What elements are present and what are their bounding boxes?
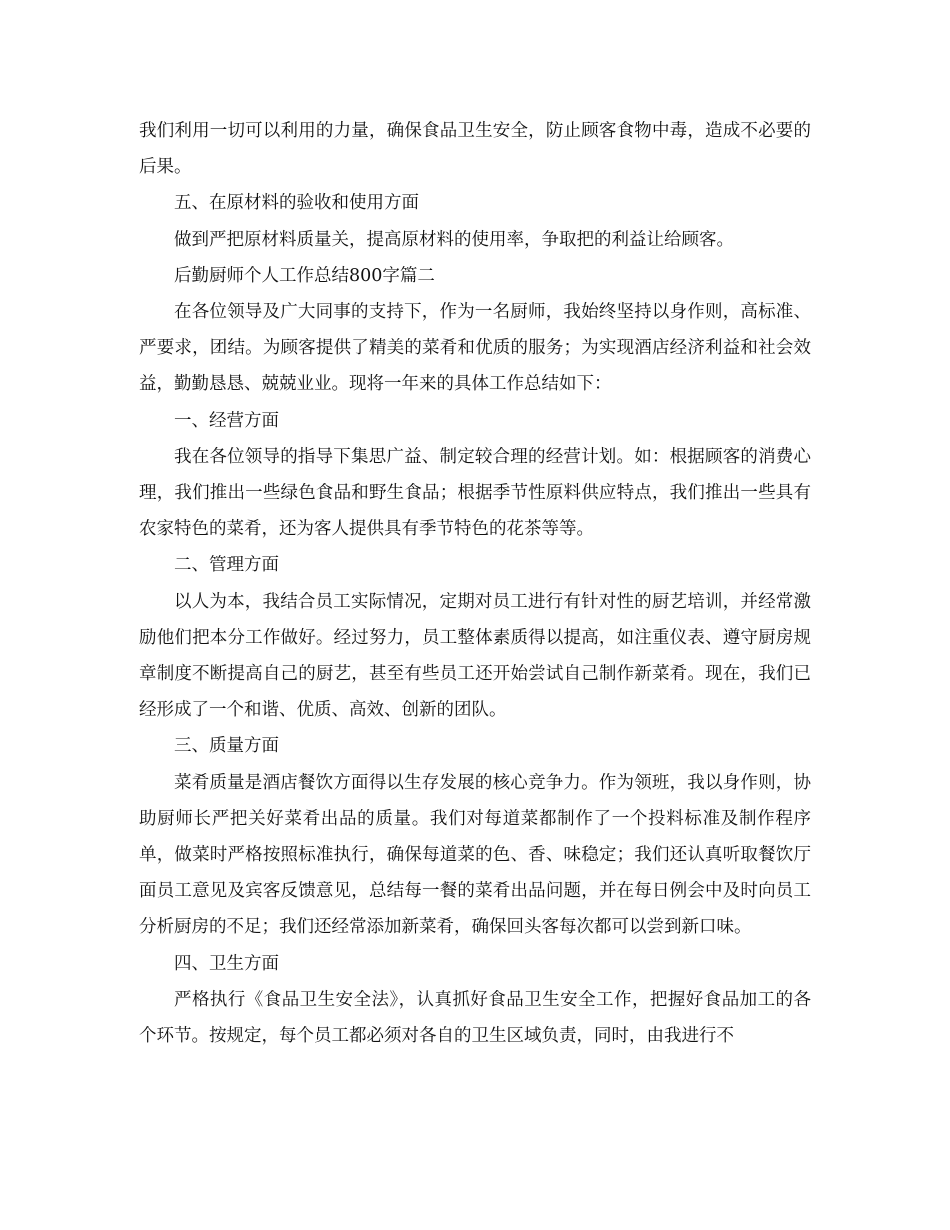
section-heading-hygiene: 四、卫生方面 [174,953,279,974]
paragraph-continuation: 我们利用一切可以利用的力量，确保食品卫生安全，防止顾客食物中毒，造成不必要的后果。 [139,121,811,178]
section-heading-materials: 五、在原材料的验收和使用方面 [174,193,419,214]
section-heading-operations: 一、经营方面 [174,410,279,431]
paragraph-materials: 做到严把原材料质量关，提高原材料的使用率，争取把的利益让给顾客。 [174,229,734,250]
paragraph-hygiene: 严格执行《食品卫生安全法》，认真抓好食品卫生安全工作，把握好食品加工的各个环节。按规定，每个员工都必须对各自的卫生区域负责，同时，由我进行不 [139,989,811,1047]
paragraph-operations: 我在各位领导的指导下集思广益、制定较合理的经营计划。如：根据顾客的消费心理，我们推出一些绿色食品和野生食品；根据季节性原料供应特点，我们推出一些具有农家特色的菜肴，还为客人提供具有季节特色的花茶等等。 [139,446,811,540]
section-heading-quality: 三、质量方面 [174,736,279,757]
section-heading-management: 二、管理方面 [174,555,279,576]
article-title: 后勤厨师个人工作总结800字篇二 [174,265,435,286]
paragraph-intro: 在各位领导及广大同事的支持下，作为一名厨师，我始终坚持以身作则，高标准、严要求，团结。为顾客提供了精美的菜肴和优质的服务；为实现酒店经济利益和社会效益，勤勤恳恳、兢兢业业。现将一年来的具体工作总结如下： [139,302,811,395]
paragraph-management: 以人为本，我结合员工实际情况，定期对员工进行有针对性的厨艺培训，并经常激励他们把本分工作做好。经过努力，员工整体素质得以提高，如注重仪表、遵守厨房规章制度不断提高自己的厨艺，甚至有些员工还开始尝试自己制作新菜肴。现在，我们已经形成了一个和谐、优质、高效、创新的团队。 [139,591,811,721]
paragraph-quality: 菜肴质量是酒店餐饮方面得以生存发展的核心竞争力。作为领班，我以身作则，协助厨师长严把关好菜肴出品的质量。我们对每道菜都制作了一个投料标准及制作程序单，做菜时严格按照标准执行，确保每道菜的色、香、味稳定；我们还认真听取餐饮厅面员工意见及宾客反馈意见，总结每一餐的菜肴出品问题，并在每日例会中及时向员工分析厨房的不足；我们还经常添加新菜肴，确保回头客每次都可以尝到新口味。 [139,772,811,938]
document-body [139,113,811,1054]
